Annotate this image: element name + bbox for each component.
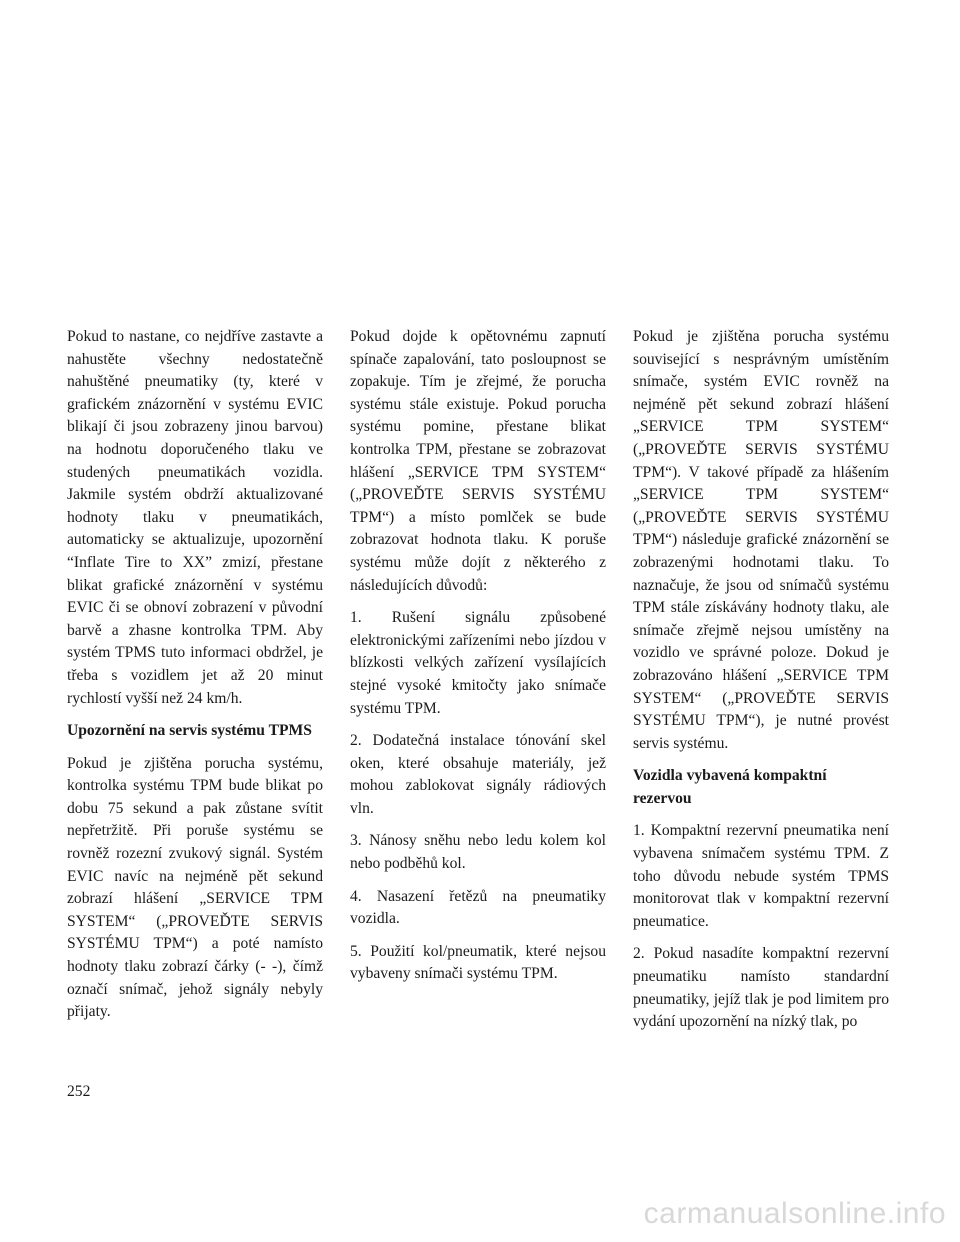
text-column-1 bbox=[67, 326, 323, 1034]
section-heading-compact-spare: Vozidla vybavená kompaktní rezervou bbox=[633, 767, 827, 807]
list-item: 1. Kompaktní rezervní pneumatika není vybavena snímačem systému TPM. Z toho důvodu nebude systém TPMS monitorovat tlak v kompaktní rezervní pneumatice. bbox=[633, 822, 889, 930]
paragraph: Pokud dojde k opětovnému zapnutí spínače zapalování, tato posloupnost se zopakuje. Tím je zřejmé, že porucha systému stále existuje. Pokud porucha systému pomine, přestane blikat kontrolka TPM, přestane se zobrazovat hlášení „SERVICE TPM SYSTEM“ („PROVEĎTE SERVIS SYSTÉMU TPM“) a místo pomlček se bude zobrazovat hodnota tlaku. K poruše systému může dojít z některého z následujících důvodů: bbox=[350, 328, 606, 594]
list-item: 3. Nánosy sněhu nebo ledu kolem kol nebo podběhů kol. bbox=[350, 832, 606, 873]
list-item: 5. Použití kol/pneumatik, které nejsou vybaveny snímači systému TPM. bbox=[350, 942, 606, 983]
watermark[interactable]: carmanualsonline.info bbox=[643, 1197, 946, 1230]
list-item: 2. Pokud nasadíte kompaktní rezervní pneumatiku namísto standardní pneumatiky, jejíž tlak je pod limitem pro vydání upozornění na nízký tlak, po bbox=[633, 945, 889, 1031]
paragraph: Pokud je zjištěna porucha systému, kontrolka systému TPM bude blikat po dobu 75 sekund a pak zůstane svítit nepřetržitě. Při poruše systému se rovněž rozezní zvukový signál. Systém EVIC navíc na nejméně pět sekund zobrazí hlášení „SERVICE TPM SYSTEM“ („PROVEĎTE SERVIS SYSTÉMU TPM“) a poté namísto hodnoty tlaku zobrazí čárky (- -), čímž označí snímač, jehož signály nebyly přijaty. bbox=[67, 754, 323, 1021]
page-number: 252 bbox=[67, 1083, 91, 1100]
list-item: 1. Rušení signálu způsobené elektronickými zařízeními nebo jízdou v blízkosti velkých zařízení vysílajících stejné vysoké kmitočty jako snímače systému TPM. bbox=[350, 609, 606, 717]
paragraph: Pokud to nastane, co nejdříve zastavte a nahustěte všechny nedostatečně nahuštěné pneumatiky (ty, které v grafickém znázornění v systému EVIC blikají či jsou zobrazeny jinou barvou) na hodnotu doporučeného tlaku ve studených pneumatikách vozidla. Jakmile systém obdrží aktualizované hodnoty tlaku v pneumatikách, automaticky se aktualizuje, upozornění “Inflate Tire to XX” zmizí, přestane blikat grafické znázornění v systému EVIC či se obnoví zobrazení v původní barvě a zhasne kontrolka TPM. Aby systém TPMS tuto informaci obdržel, je třeba s vozidlem jet až 20 minut rychlostí vyšší než 24 km/h. bbox=[67, 328, 323, 707]
text-column-3 bbox=[633, 326, 889, 1044]
list-item: 4. Nasazení řetězů na pneumatiky vozidla. bbox=[350, 887, 606, 928]
text-column-2 bbox=[350, 326, 606, 996]
paragraph: Pokud je zjištěna porucha systému související s nesprávným umístěním snímače, systém EVIC rovněž na nejméně pět sekund zobrazí hlášení „SERVICE TPM SYSTEM“ („PROVEĎTE SERVIS SYSTÉMU TPM“). V takové případě za hlášením „SERVICE TPM SYSTEM“ („PROVEĎTE SERVIS SYSTÉMU TPM“) následuje grafické znázornění se zobrazenými hodnotami tlaku. To naznačuje, že jsou od snímačů systému TPM stále získávány hodnoty tlaku, ale snímače zřejmě nejsou umístěny na vozidlo ve správné poloze. Dokud je zobrazováno hlášení „SERVICE TPM SYSTEM“ („PROVEĎTE SERVIS SYSTÉMU TPM“), je nutné provést servis systému. bbox=[633, 328, 889, 752]
list-item: 2. Dodatečná instalace tónování skel oken, které obsahuje materiály, jež mohou zablokovat signály rádiových vln. bbox=[350, 732, 606, 817]
section-heading-tpms-service: Upozornění na servis systému TPMS bbox=[67, 722, 312, 740]
